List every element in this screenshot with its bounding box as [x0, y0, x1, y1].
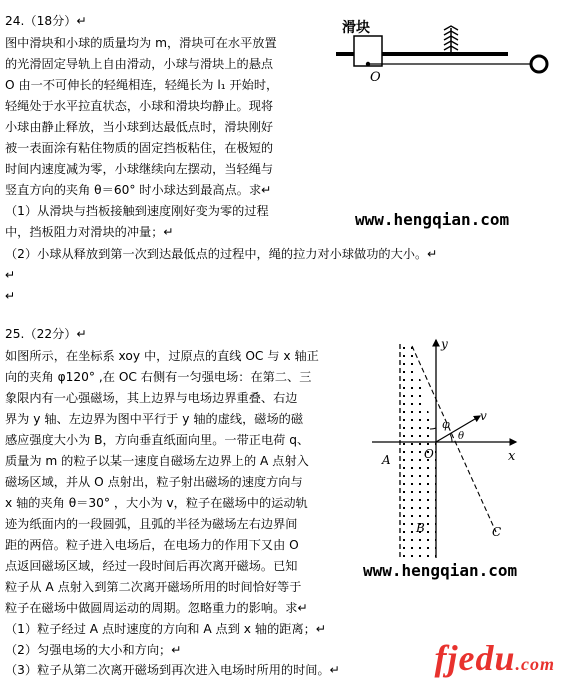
- magnetic-field-figure: [368, 336, 528, 560]
- q24-line: 竖直方向的夹角 θ＝60° 时小球达到最高点。求↵: [5, 183, 272, 197]
- q24-line: ↵: [5, 289, 16, 303]
- q25-line: x 轴的夹角 θ＝30° ，大小为 v，粒子在磁场中的运动轨: [5, 496, 308, 510]
- q24-line: 轻绳处于水平拉直状态，小球和滑块均静止。现将: [5, 99, 274, 113]
- phi-label: φ: [442, 418, 450, 431]
- pivot-label: O: [370, 70, 381, 85]
- q24-line: 图中滑块和小球的质量均为 m，滑块可在水平放置: [5, 36, 277, 50]
- q24-line: （2）小球从释放到第一次到达最低点的过程中，绳的拉力对小球做功的大小。↵: [5, 247, 438, 261]
- point-a-label: A: [382, 453, 391, 467]
- watermark: www.hengqian.com: [363, 561, 518, 580]
- q25-line: 点返回磁场区域，经过一段时间后再次离开磁场。已知: [5, 559, 298, 573]
- slider-label: 滑块: [342, 20, 370, 36]
- q25-line: 迹为纸面内的一段圆弧，且弧的半径为磁场左右边界间: [5, 517, 298, 531]
- q25-line: 界为 y 轴、左边界为图中平行于 y 轴的虚线，磁场的磁: [5, 412, 304, 426]
- q25-line: （3）粒子从第二次离开磁场到再次进入电场时所用的时间。↵: [5, 663, 340, 677]
- theta-label: θ: [458, 431, 465, 442]
- x-label: x: [508, 449, 516, 464]
- logo-text: fjedu: [434, 638, 516, 678]
- q25-line: （2）匀强电场的大小和方向；↵: [5, 643, 182, 657]
- q25-line: 质量为 m 的粒子以某一速度自磁场左边界上的 A 点射入: [5, 454, 309, 468]
- y-label: y: [441, 337, 448, 351]
- q24-line: 时间内速度减为零，小球继续向左摆动，当轻绳与: [5, 162, 274, 176]
- q25-line: 如图所示，在坐标系 xoy 中，过原点的直线 OC 与 x 轴正: [5, 349, 319, 363]
- fixed-baffle: [444, 26, 458, 52]
- q24-line: ↵: [5, 268, 16, 282]
- origin-label: O: [424, 447, 434, 461]
- q25-line: 感应强度大小为 B，方向垂直纸面向里。一带正电荷 q、: [5, 433, 310, 447]
- point-c-label: C: [492, 525, 502, 539]
- q24-line: 的光滑固定导轨上自由滑动，小球与滑块上的悬点: [5, 57, 274, 71]
- q25-line: 距的两倍。粒子进入电场后，在电场力的作用下又由 O: [5, 538, 299, 552]
- q24-line: 中，挡板阻力对滑块的冲量；↵: [5, 225, 174, 239]
- q24-line: 24.（18分）↵: [5, 14, 87, 28]
- q25-line: 粒子从 A 点射入到第二次离开磁场所用的时间恰好等于: [5, 580, 302, 594]
- q24-line: 小球由静止释放，当小球到达最低点时，滑块刚好: [5, 120, 274, 134]
- slider-pendulum-figure: [330, 8, 556, 86]
- q24-line: 被一表面涂有粘住物质的固定挡板粘住，在极短的: [5, 141, 274, 155]
- q25-line: （1）粒子经过 A 点时速度的方向和 A 点到 x 轴的距离；↵: [5, 622, 327, 636]
- q25-line: 粒子在磁场中做圆周运动的周期。忽略重力的影响。求↵: [5, 601, 308, 615]
- q25-line: 象限内有一心强磁场，其上边界与电场边界重叠、右边: [5, 391, 298, 405]
- q24-line: O 由一不可伸长的轻绳相连，轻绳长为 l₁ 开始时，: [5, 78, 279, 92]
- logo-suffix: .com: [515, 654, 555, 674]
- small-ball: [531, 56, 547, 72]
- site-logo: [435, 637, 556, 679]
- v-label: v: [480, 409, 487, 423]
- field-b-label: B: [416, 521, 425, 535]
- q24-line: （1）从滑块与挡板接触到速度刚好变为零的过程: [5, 204, 269, 218]
- slider-block: [354, 36, 382, 66]
- q25-line: 25.（22分）↵: [5, 327, 87, 341]
- q25-line: 向的夹角 φ120° ,在 OC 右侧有一匀强电场：在第二、三: [5, 370, 312, 384]
- watermark: www.hengqian.com: [355, 210, 510, 229]
- q25-line: 磁场区域，并从 O 点射出，粒子射出磁场的速度方向与: [5, 475, 303, 489]
